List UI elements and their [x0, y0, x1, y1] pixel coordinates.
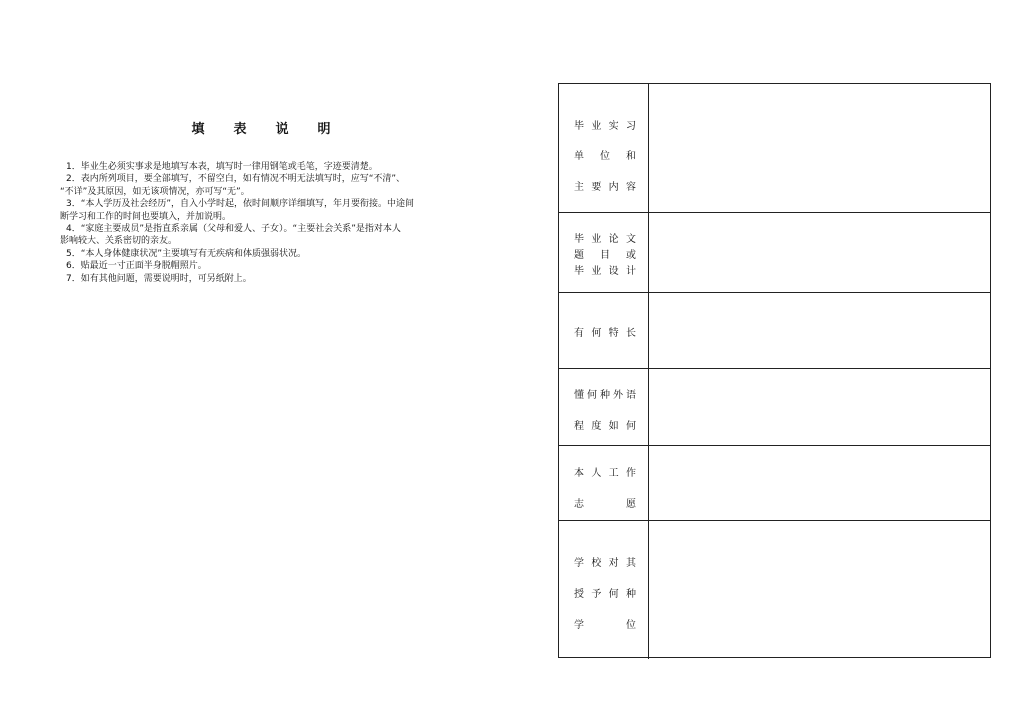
- label-char: 单: [574, 151, 584, 162]
- instructions-title: [61, 118, 461, 137]
- label-char: 长: [625, 328, 636, 339]
- label-line: [574, 324, 636, 339]
- label-char: 文: [625, 234, 636, 245]
- label-line: [574, 230, 636, 245]
- label-char: 愿: [626, 499, 636, 510]
- form-row-label: [559, 521, 649, 659]
- label-line: [574, 417, 636, 432]
- form-row-value-field[interactable]: [649, 213, 990, 292]
- label-char: 位: [626, 620, 636, 631]
- label-char: 种: [600, 390, 610, 401]
- label-char: 业: [591, 121, 602, 132]
- form-row-value-field[interactable]: [649, 369, 990, 445]
- label-char: 论: [608, 234, 619, 245]
- label-char: 主: [574, 182, 584, 193]
- instruction-item: [60, 161, 460, 173]
- label-char: 人: [591, 468, 602, 479]
- instruction-line: 1．毕业生必须实事求是地填写本表，填写时一律用钢笔或毛笔，字迹要清楚。: [66, 162, 378, 172]
- label-char: 位: [600, 151, 610, 162]
- form-row-value-field[interactable]: [649, 446, 990, 520]
- label-line: [574, 262, 636, 277]
- label-char: 如: [608, 421, 619, 432]
- instructions-list: [60, 161, 460, 285]
- label-line: [574, 246, 636, 261]
- instruction-item: [60, 260, 460, 272]
- label-char: 和: [626, 151, 636, 162]
- graduate-form-table: [558, 83, 991, 658]
- label-line: [574, 147, 636, 162]
- label-line: [574, 585, 636, 600]
- form-row-label: [559, 213, 649, 292]
- form-row-specialty: [559, 293, 990, 369]
- instruction-line: 2．表内所列项目，要全部填写，不留空白，如有情况不明无法填写时，应写“不清”、: [66, 174, 406, 185]
- form-row-internship: [559, 84, 990, 213]
- label-char: 内: [608, 182, 619, 193]
- label-char: 业: [591, 266, 602, 277]
- label-char: 题: [574, 250, 584, 261]
- form-row-label: [559, 293, 649, 368]
- label-char: 或: [626, 250, 636, 261]
- instruction-line: “不详”及其原因，如无该项情况，亦可写“无”。: [60, 186, 250, 197]
- label-char: 目: [600, 250, 610, 261]
- label-char: 学: [574, 558, 584, 569]
- form-row-label: [559, 446, 649, 520]
- label-char: 作: [625, 468, 636, 479]
- instruction-line: 3．“本人学历及社会经历”，自入小学时起，依时间顺序详细填写，年月要衔接。中途间: [66, 199, 415, 210]
- label-line: [574, 464, 636, 479]
- label-char: 外: [613, 390, 623, 401]
- label-char: 何: [591, 328, 602, 339]
- label-char: 毕: [574, 266, 584, 277]
- title-char: 填: [191, 122, 205, 137]
- label-char: 容: [625, 182, 636, 193]
- instruction-item: [60, 223, 460, 248]
- instruction-line: 4．“家庭主要成员”是指直系亲属（父母和爱人、子女）。“主要社会关系”是指对本人: [66, 224, 401, 235]
- label-line: [574, 495, 636, 510]
- label-char: 学: [574, 620, 584, 631]
- instruction-item: [60, 198, 460, 223]
- instructions-section: [60, 118, 460, 285]
- label-char: 毕: [574, 234, 584, 245]
- label-char: 种: [625, 589, 636, 600]
- label-line: [574, 554, 636, 569]
- label-char: 特: [608, 328, 619, 339]
- title-char: 表: [233, 122, 247, 137]
- instruction-item: [60, 248, 460, 260]
- instruction-line: 6．贴最近一寸正面半身脱帽照片。: [66, 261, 207, 272]
- instruction-line: 影响较大、关系密切的亲友。: [60, 236, 178, 247]
- label-char: 授: [574, 589, 584, 600]
- label-char: 习: [625, 121, 636, 132]
- instruction-line: 断学习和工作的时间也要填入，并加说明。: [60, 211, 232, 222]
- form-row-job-preference: [559, 446, 990, 521]
- label-char: 要: [591, 182, 602, 193]
- form-row-thesis: [559, 213, 990, 293]
- instruction-line: 7．如有其他问题，需要说明时，可另纸附上。: [66, 273, 252, 284]
- label-char: 程: [574, 421, 584, 432]
- form-row-value-field[interactable]: [649, 84, 990, 212]
- title-char: 明: [317, 122, 331, 137]
- label-char: 懂: [574, 390, 584, 401]
- label-line: [574, 386, 636, 401]
- label-char: 校: [591, 558, 602, 569]
- form-row-label: [559, 84, 649, 212]
- form-row-label: [559, 369, 649, 445]
- form-row-value-field[interactable]: [649, 293, 990, 368]
- instruction-item: [60, 273, 460, 285]
- label-char: 实: [608, 121, 619, 132]
- label-char: 计: [625, 266, 636, 277]
- title-char: 说: [275, 122, 289, 137]
- label-line: [574, 117, 636, 132]
- label-char: 何: [625, 421, 636, 432]
- label-char: 何: [608, 589, 619, 600]
- label-char: 语: [626, 390, 636, 401]
- form-row-foreign-language: [559, 369, 990, 446]
- label-char: 度: [591, 421, 602, 432]
- form-row-degree: [559, 521, 990, 659]
- label-char: 有: [574, 328, 584, 339]
- label-char: 本: [574, 468, 584, 479]
- label-char: 予: [591, 589, 602, 600]
- label-char: 设: [608, 266, 619, 277]
- label-line: [574, 616, 636, 631]
- label-char: 其: [625, 558, 636, 569]
- label-char: 工: [608, 468, 619, 479]
- label-char: 志: [574, 499, 584, 510]
- label-line: [574, 178, 636, 193]
- instruction-item: [60, 173, 460, 198]
- label-char: 毕: [574, 121, 584, 132]
- instruction-line: 5．“本人身体健康状况”主要填写有无疾病和体质强弱状况。: [66, 248, 307, 259]
- label-char: 对: [608, 558, 619, 569]
- label-char: 何: [587, 390, 597, 401]
- form-row-value-field[interactable]: [649, 521, 990, 659]
- label-char: 业: [591, 234, 602, 245]
